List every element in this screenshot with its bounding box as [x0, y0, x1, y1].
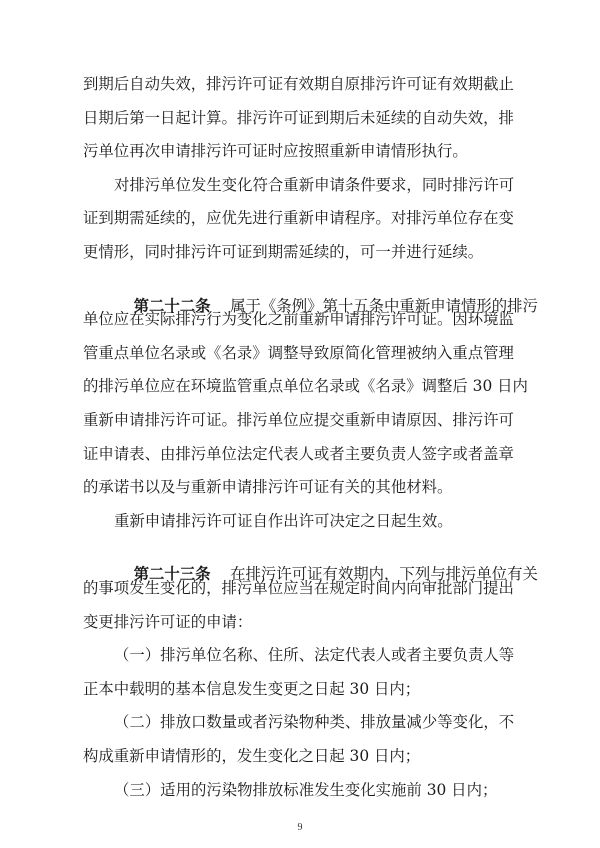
article-heading: 第二十二条	[133, 296, 211, 315]
text-line: 重新申请排污许可证。排污单位应提交重新申请原因、排污许可	[83, 411, 514, 429]
text-line: 的事项发生变化的，排污单位应当在规定时间内向审批部门提出	[83, 579, 514, 597]
text-line: 正本中载明的基本信息发生变更之日起 30 日内；	[83, 679, 421, 698]
text-line: 构成重新申请情形的，发生变化之日起 30 日内；	[83, 747, 421, 765]
text-line: 的承诺书以及与重新申请排污许可证有关的其他材料。	[83, 478, 453, 497]
article-text: 属于《条例》第十五条中重新申请情形的排污	[230, 296, 538, 315]
text-line: 对排污单位发生变化符合重新申请条件要求，同时排污许可	[114, 175, 515, 194]
text-line: 管重点单位名录或《名录》调整导致原简化管理被纳入重点管理	[83, 343, 514, 362]
text-line: 日期后第一日起计算。排污许可证到期后未延续的自动失效，排	[83, 108, 514, 127]
text-line: 更情形，同时排污许可证到期需延续的，可一并进行延续。	[83, 243, 484, 261]
page-number: 9	[297, 822, 303, 833]
text-line: 单位应在实际排污行为变化之前重新申请排污许可证。因环境监	[83, 310, 514, 329]
text-line: 污单位再次申请排污许可证时应按照重新申请情形执行。	[83, 142, 468, 161]
text-line: 变更排污许可证的申请：	[83, 612, 253, 631]
list-item: （一）排污单位名称、住所、法定代表人或者主要负责人等	[114, 646, 515, 665]
text-line: 的排污单位应在环境监管重点单位名录或《名录》调整后 30 日内	[83, 377, 528, 396]
text-line: 证到期需延续的，应优先进行重新申请程序。对排污单位存在变	[83, 209, 514, 228]
article-text: 在排污许可证有效期内，下列与排污单位有关	[230, 565, 538, 584]
list-item: （三）适用的污染物排放标准发生变化实施前 30 日内；	[114, 780, 498, 799]
text-line: 证申请表、由排污单位法定代表人或者主要负责人签字或者盖章	[83, 444, 514, 463]
list-item: （二）排放口数量或者污染物种类、排放量减少等变化，不	[114, 713, 515, 732]
text-line: 到期后自动失效，排污许可证有效期自原排污许可证有效期截止	[83, 75, 514, 93]
text-line: 重新申请排污许可证自作出许可决定之日起生效。	[114, 511, 453, 530]
article-heading: 第二十三条	[133, 565, 211, 584]
